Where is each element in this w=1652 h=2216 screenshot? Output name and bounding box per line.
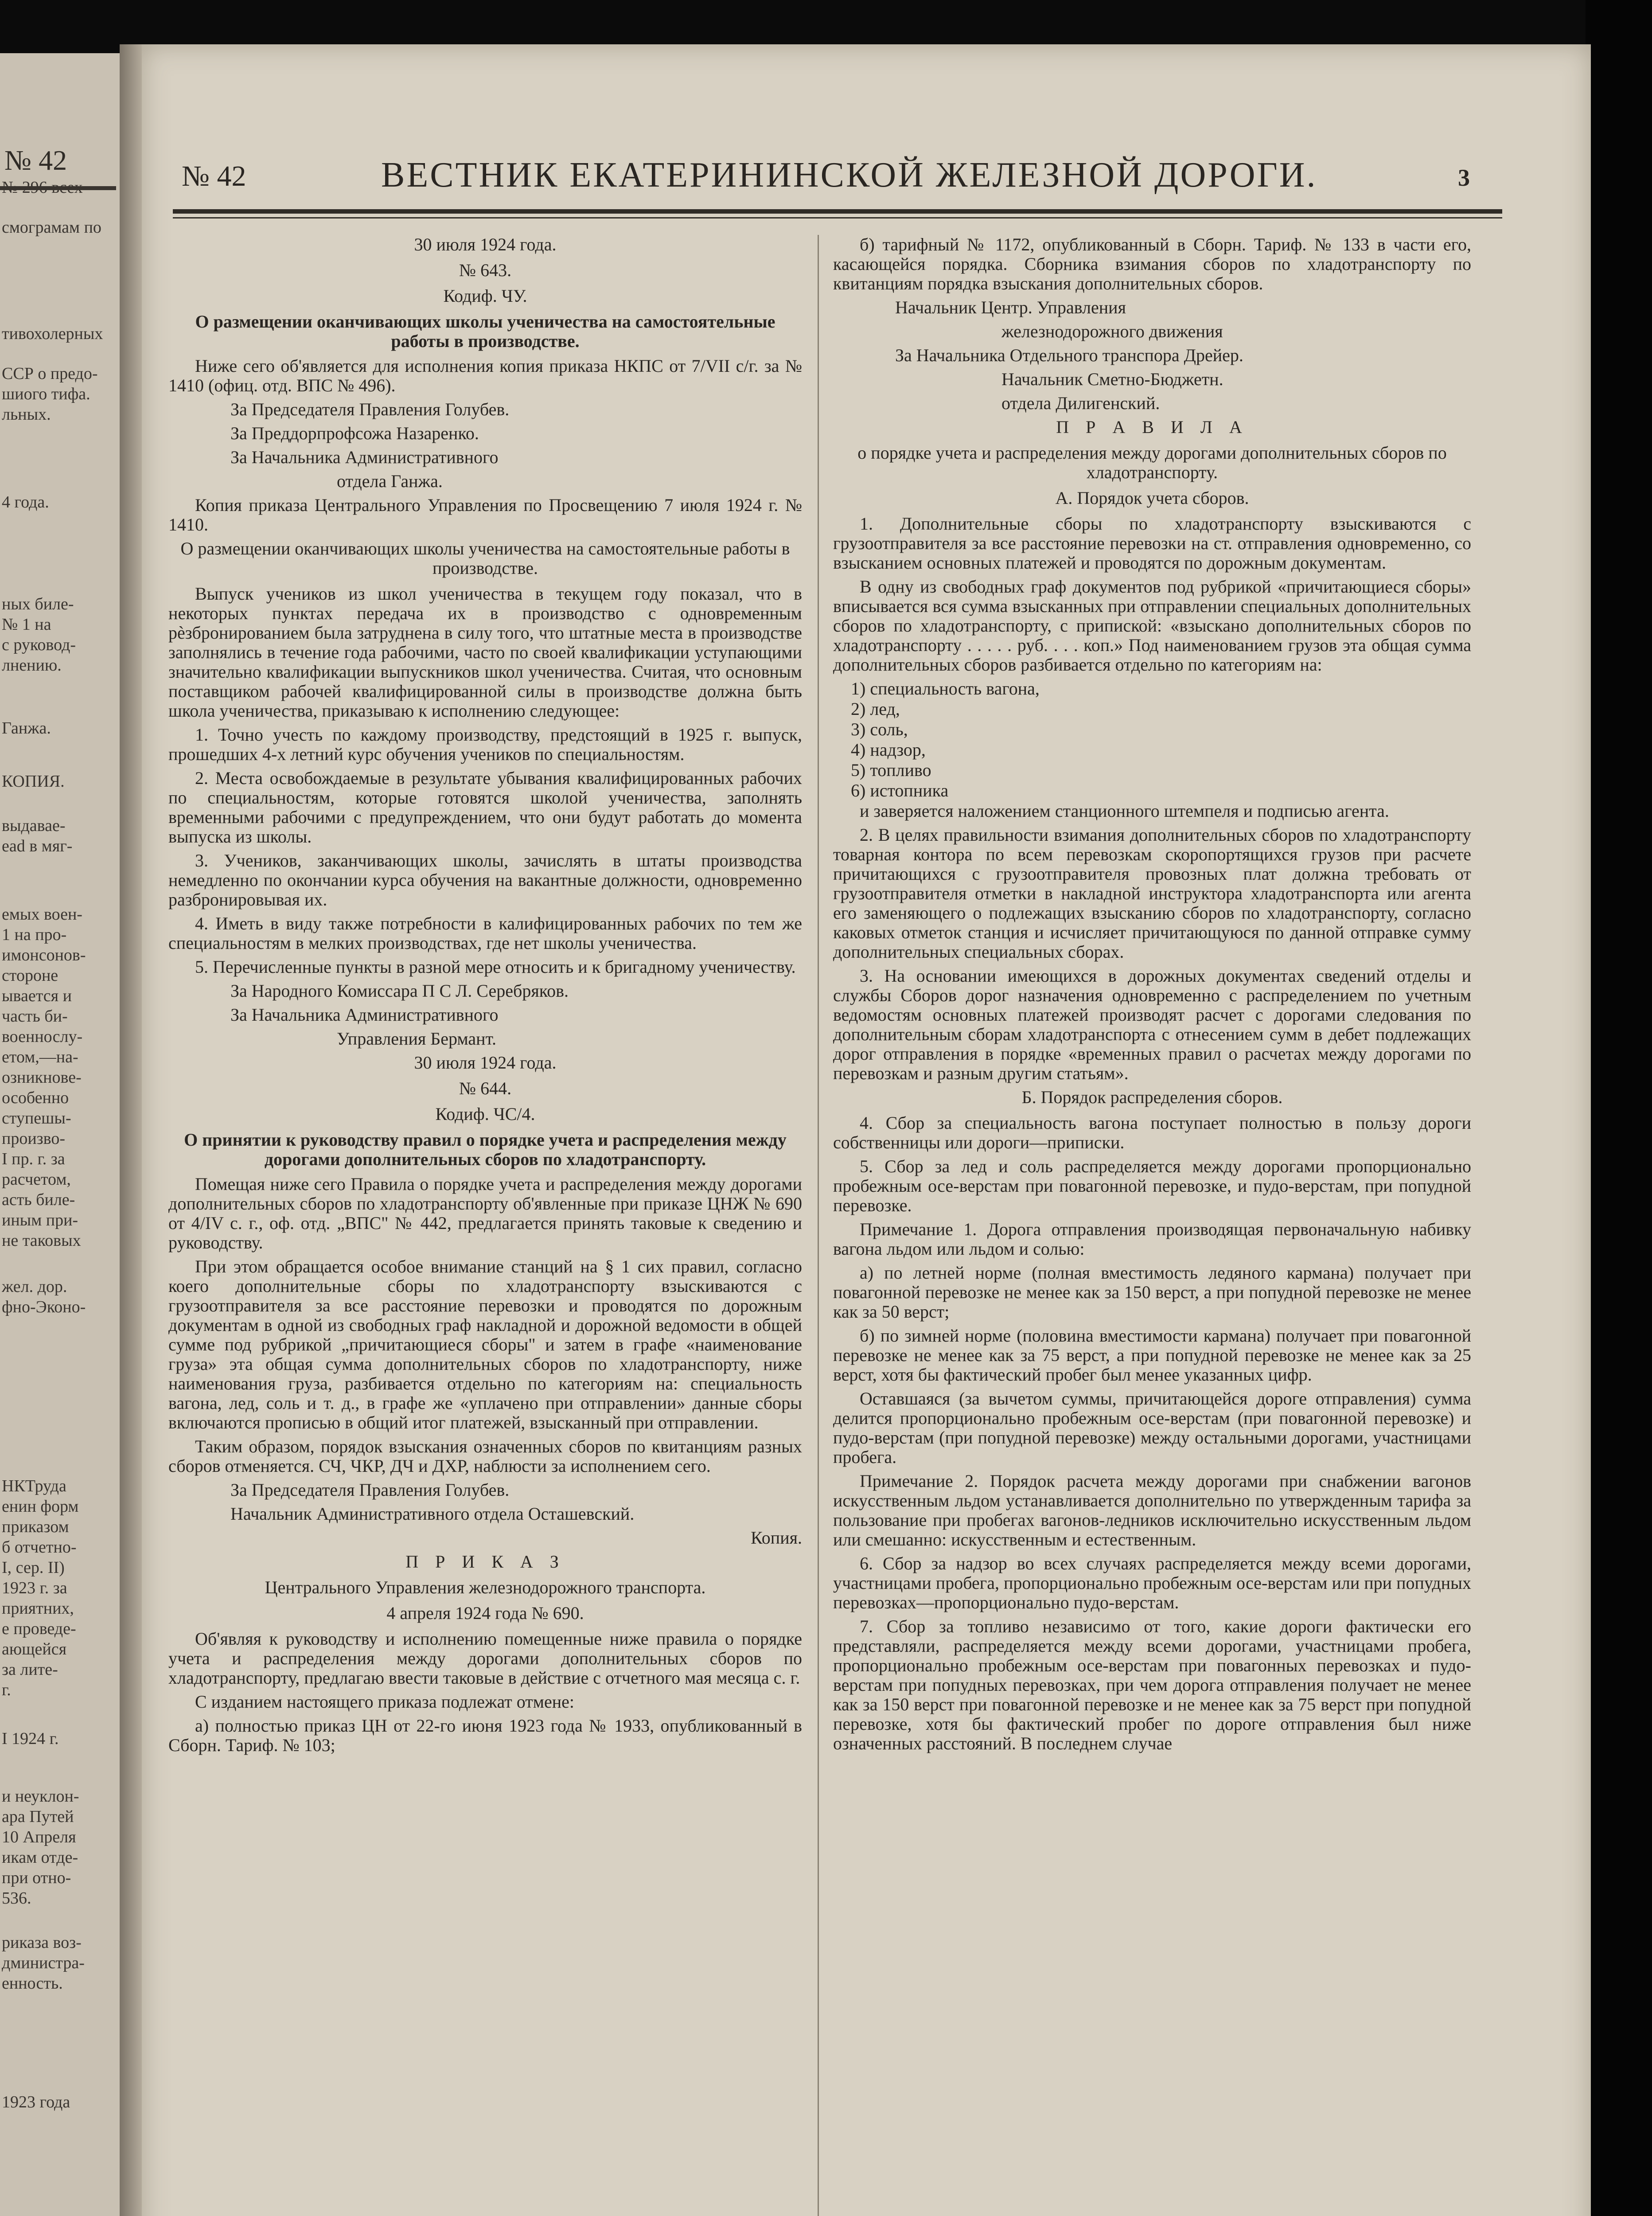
left-page-line: ССР о предо- <box>2 364 98 383</box>
signature: Начальник Административного отдела Осташевский. <box>230 1504 635 1524</box>
left-page-line: I 1924 г. <box>2 1729 59 1748</box>
list-item: 6) истопника <box>851 780 949 800</box>
paragraph: 3. Учеников, заканчивающих школы, зачислять в штаты производства немедленно по окончании курса обучения на вакантные должности, одновременно разбронировывая их. <box>168 851 802 909</box>
paragraph: 2. В целях правильности взимания дополнительных сборов по хладотранспорту товарная контора по всем перевозкам скоропортящихся грузов при расчете причитающихся с грузоотправителя провозных плат должна требовать от грузоотправителя отметки в накладной инструктора хладотранспорта или агента его заменяющего о подлежащих взысканию сборов по хладотранспорту, согласно каковых отметок станция и исчисляет причитающуюся по данной отправке сумму дополнительных специальных сборах. <box>833 825 1471 962</box>
signature: железнодорожного движения <box>1001 321 1223 341</box>
signature: За Народного Комиссара П С Л. Серебряков. <box>230 981 569 1001</box>
left-page-line: № 1 на <box>2 615 51 634</box>
left-page-line: 536. <box>2 1889 31 1908</box>
order-intro: Ниже сего об'является для исполнения копия приказа НКПС от 7/VII с/г. за № 1410 (офиц. отд. ВПС № 496). <box>168 356 802 395</box>
list-item: 4) надзор, <box>851 740 926 760</box>
order-codification: Кодиф. ЧС/4. <box>435 1104 535 1124</box>
paragraph: 4. Иметь в виду также потребности в калифицированных рабочих по тем же специальностям в мелких производствах, где нет школы ученичества. <box>168 913 802 953</box>
left-page-line: I пр. г. за <box>2 1150 65 1168</box>
left-page-line: 1 на про- <box>2 925 67 944</box>
copy-title: О размещении оканчивающих школы ученичества на самостоятельные работы в производстве. <box>180 538 790 578</box>
left-page-line: стороне <box>2 966 58 985</box>
left-page-line: имонсонов- <box>2 946 86 964</box>
order-date: 30 июля 1924 года. <box>414 235 557 254</box>
signature: Управления Бермант. <box>337 1029 497 1049</box>
left-page-line: 4 года. <box>2 493 49 511</box>
left-page-line: выдаваe- <box>2 816 66 835</box>
left-page-line: I, сер. II) <box>2 1558 65 1577</box>
paragraph: 2. Места освобождаемые в результате убывания квалифицированных рабочих по специальностям, которые готовятся школой ученичества, заполнять временными рабочими с предупреждением, что они будут работать до момента выпуска из школы. <box>168 768 802 847</box>
left-page-line: енин форм <box>2 1497 79 1516</box>
left-page-line: 10 Апреля <box>2 1828 76 1846</box>
list-item: 2) лед, <box>851 699 900 719</box>
left-page-line: произво- <box>2 1129 66 1148</box>
paragraph: 4. Сбор за специальность вагона поступает полностью в пользу дороги собственницы или дороги—приписки. <box>833 1113 1471 1152</box>
signature: Начальник Сметно-Бюджетн. <box>1001 369 1223 389</box>
left-page-line: ступешы- <box>2 1109 71 1128</box>
left-page-line: Ганжа. <box>2 719 51 737</box>
paragraph: 3. На основании имеющихся в дорожных документах сведений отделы и службы Сборов дорог назначения одновременно с распределением по учетным ведомостям основных платежей производят расчет с дорогами следования по дополнительным сборам хладотранспорта с отнесением сумм в дебет подлежащих дорог отправления в порядке «временных правил о расчетах между дорогами по перевозкам и разным другим статьям». <box>833 966 1471 1083</box>
left-page-line: икам отде- <box>2 1848 78 1867</box>
paragraph: 6. Сбор за надзор во всех случаях распределяется между всеми дорогами, участницами пробега, пропорционально пробежным осе-верстам или при попудных перевозках—пропорционально пудо-верстам. <box>833 1553 1471 1612</box>
order-date: 30 июля 1924 года. <box>414 1053 557 1073</box>
left-page-line: за лите- <box>2 1660 58 1679</box>
paragraph: и заверяется наложением станционного штемпеля и подписью агента. <box>860 801 1389 821</box>
left-page-line: приятних, <box>2 1599 74 1618</box>
order-codification: Кодиф. ЧУ. <box>443 286 527 306</box>
left-page-line: КОПИЯ. <box>2 772 65 791</box>
paragraph: б) по зимней норме (половина вместимости кармана) получает при повагонной перевозке не менее как за 75 верст, а при попудной перевозке не менее как за 25 верст, хотя бы фактический пробег был менее указанных цифр. <box>833 1326 1471 1385</box>
left-page-line: 1923 г. за <box>2 1579 67 1597</box>
left-page-line: фно-Эконо- <box>2 1298 86 1316</box>
page-number: 3 <box>1458 164 1470 191</box>
left-page-line: енность. <box>2 1974 63 1993</box>
left-page-line: шиого тифа. <box>2 385 90 403</box>
order-number: № 643. <box>459 260 512 280</box>
paragraph: 1. Точно учесть по каждому производству, предстоящий в 1925 г. выпуск, прошедших 4-х летний курс обучения учеников по специальностям. <box>168 725 802 764</box>
left-page-line: 1923 года <box>2 2093 70 2111</box>
signature: За Преддорпрофсожа Назаренко. <box>230 423 479 443</box>
left-page-line: военнослу- <box>2 1027 83 1046</box>
paragraph: а) полностью приказ ЦН от 22-го июня 1923 года № 1933, опубликованный в Сборн. Тариф. № 103; <box>168 1716 802 1755</box>
prikaz-date: 4 апреля 1924 года № 690. <box>386 1603 584 1623</box>
book-spine <box>120 44 142 2216</box>
left-page-line: дминистра- <box>2 1954 85 1972</box>
left-page-line: лнению. <box>2 656 62 675</box>
header-rule-thin <box>173 217 1502 218</box>
paragraph: Выпуск учеников из школ ученичества в текущем году показал, что в некоторых пунктах передача их в производство с одновременным рѐзброниpованием была затруднена в силу того, что штатные места в производстве заполнялись в течение года рабочими, часто по своей квалификации уступающими значительно квалификации выпускников школ ученичества. Считая, что основным поставщиком рабочей квалифицированной силы в производстве должна быть школа ученичества, приказываю к исполнению следующее: <box>168 584 802 721</box>
section-heading: Б. Порядок распределения сборов. <box>1021 1087 1283 1107</box>
paragraph: При этом обращается особое внимание станций на § 1 сих правил, согласно коего дополнительные сборы по хладотранспорту взыскиваются с грузоотправителя за все расстояние перевозки и проводятся по дорожным документам в одной из свободных граф накладной и дорожной ведомости в общей сумме под рубрикой „причитающиеся сборы" и затем в графе «наименование груза» эта общая сумма дополнительных сборов по хладотранспорту, ниже наименования груза, разбивается отдельно по категориям на: специальность вагона, лед, соль и т. д., в графе же «уплачено при отправлении» данные сборы включаются прописью в общий итог платежей, взысканный при отправлении. <box>168 1256 802 1432</box>
signature: отдела Дилигенский. <box>1001 393 1160 413</box>
paragraph: Помещая ниже сего Правила о порядке учета и распределения между дорогами дополнительных сборов по хладотранспорту об'явленные при приказе ЦНЖ № 690 от 4/IV с. г., оф. отд. „ВПС" № 442, предлагается принять таковые к сведению и руководству. <box>168 1174 802 1252</box>
section-heading: А. Порядок учета сборов. <box>1055 488 1249 508</box>
order-title: О размещении оканчивающих школы ученичества на самостоятельные работы в производстве. <box>195 312 775 351</box>
left-page-line: б отчетно- <box>2 1538 77 1557</box>
left-page-line: расчетом, <box>2 1170 71 1189</box>
copy-label: Копия. <box>751 1528 802 1548</box>
left-page-line: иным при- <box>2 1211 78 1229</box>
left-page-line: не таковых <box>2 1231 81 1250</box>
left-page-line: риказа воз- <box>2 1933 82 1952</box>
paragraph: а) по летней норме (полная вместимость ледяного кармана) получает при повагонной перевозке не менее как за 150 верст, а при попудной перевозке не менее как за 50 верст; <box>833 1263 1471 1322</box>
left-page-line: с руковод- <box>2 636 76 654</box>
left-page-line: часть би- <box>2 1007 68 1026</box>
left-page-header: № 42 <box>4 144 67 176</box>
signature: За Председателя Правления Голубев. <box>230 399 510 419</box>
left-page-line: льных. <box>2 405 51 424</box>
paragraph: б) тарифный № 1172, опубликованный в Сборн. Тариф. № 133 в части его, касающейся порядка. Сборника взимания сборов по хладотранспорту по квитанциям порядка взыскания дополнительных сборов. <box>833 235 1471 293</box>
column-left <box>168 235 802 2216</box>
column-divider <box>818 235 819 2216</box>
paragraph: В одну из свободных граф документов под рубрикой «причитающиеся сборы» вписывается вся сумма взысканных при отправлении специальных дополнительных сборов по хладотранспорту, с припиской: «взыскано дополнительных сборов по хладотранспорту . . . . . руб. . . . коп.» Под наименованием грузов эта общая сумма дополнительных сборов разбивается отдельно по категориям на: <box>833 577 1471 675</box>
left-page-line: емых воен- <box>2 905 82 924</box>
prikaz-subtitle: Центрального Управления железнодорожного транспорта. <box>265 1577 706 1597</box>
list-item: 1) специальность вагона, <box>851 679 1040 698</box>
paragraph: 1. Дополнительные сборы по хладотранспорту взыскиваются с грузоотправителя за все расстояние перевозки на ст. отправления одновременно, со взысканием основных платежей и проводятся по дорожным документам. <box>833 514 1471 573</box>
newspaper-title: ВЕСТНИК ЕКАТЕРИНИНСКОЙ ЖЕЛЕЗНОЙ ДОРОГИ. <box>381 156 1317 195</box>
left-page-line: и неуклон- <box>2 1787 79 1806</box>
pravila-heading: П Р А В И Л А <box>1056 417 1248 437</box>
copy-intro: Копия приказа Центрального Управления по Просвещению 7 июля 1924 г. № 1410. <box>168 495 802 534</box>
left-page-line: жел. дор. <box>2 1277 67 1296</box>
paragraph: Оставшаяся (за вычетом суммы, причитающейся дороге отправления) сумма делится пропорционально пробежным осе-верстам (при повагонной перевозке) и пудо-верстам (при попудной перевозке) между остальными дорогами, участницами пробега. <box>833 1389 1471 1467</box>
main-page <box>142 44 1591 2216</box>
left-page-line: ных биле- <box>2 595 74 613</box>
left-page-line: особенно <box>2 1088 69 1107</box>
prikaz-heading: П Р И К А З <box>405 1552 565 1572</box>
left-page-line: № 296 всех <box>2 178 83 197</box>
signature: отдела Ганжа. <box>337 471 443 491</box>
left-page-line: ара Путей <box>2 1807 74 1826</box>
paragraph: 5. Сбор за лед и соль распределяется между дорогами пропорционально пробежным осе-верстам при повагонной перевозке, и пудо-верстам, при попудной перевозке. <box>833 1156 1471 1215</box>
left-page-line: НКТруда <box>2 1477 66 1495</box>
paragraph: Таким образом, порядок взыскания означенных сборов по квитанциям разных сборов отменяется. СЧ, ЧКР, ДЧ и ДХР, наблюсти за исполнением сего. <box>168 1436 802 1476</box>
left-page-line: асть биле- <box>2 1190 75 1209</box>
pravila-subtitle: о порядке учета и распределения между дорогами дополнительных сборов по хладотранспорту. <box>857 443 1447 482</box>
left-page-line: г. <box>2 1681 11 1699</box>
paragraph: Об'являя к руководству и исполнению помещенные ниже правила о порядке учета и распределения между дорогами дополнительных сборов по хладотранспорту, предлагаю ввести таковые в действие с отчетного мая месяца с. г. <box>168 1629 802 1688</box>
paragraph: 5. Перечисленные пункты в разной мере относить и к бригадному ученичеству. <box>195 957 796 977</box>
note: Примечание 1. Дорога отправления производящая первоначальную набивку вагона льдом или льдом и солью: <box>833 1219 1471 1259</box>
left-page-line: озникнове- <box>2 1068 82 1087</box>
signature: За Начальника Отдельного транспора Дрейер. <box>895 345 1243 365</box>
header-rule <box>173 209 1502 214</box>
paragraph: 7. Сбор за топливо независимо от того, какие дороги фактически его представляли, распределяется между всеми дорогами, участницами пробега, пропорционально пробежным осе-верстам при повагонных перевозках и пудо-верстам при попудных перевозках, при чем дорога отправления получает не менее как за 150 верст при повагонной перевозке и не менее как за 75 верст при попудной перевозке, хотя бы фактический пробег по дороге отправления был ниже означенных расстояний. В последнем случае <box>833 1616 1471 1753</box>
signature: За Начальника Административного <box>230 447 499 467</box>
left-page-line: ывается и <box>2 987 72 1005</box>
left-page-line: е проведе- <box>2 1619 76 1638</box>
column-right <box>833 235 1471 2216</box>
signature: За Председателя Правления Голубев. <box>230 1480 510 1500</box>
paragraph: С изданием настоящего приказа подлежат отмене: <box>195 1692 575 1712</box>
left-partial-page <box>0 53 120 2216</box>
order-title: О принятии к руководству правил о порядке учета и распределения между дорогами дополнительных сборов по хладотранспорту. <box>184 1130 787 1169</box>
signature: За Начальника Административного <box>230 1005 499 1025</box>
list-item: 3) соль, <box>851 719 908 739</box>
page-header <box>182 155 1555 204</box>
left-page-line: ающейся <box>2 1640 67 1658</box>
left-page-line: приказом <box>2 1518 69 1536</box>
issue-number: № 42 <box>182 160 246 192</box>
left-page-line: при отно- <box>2 1869 71 1887</box>
scan-background-right <box>1586 0 1652 2216</box>
left-page-line: тивохолерных <box>2 324 103 343</box>
list-item: 5) топливо <box>851 760 931 780</box>
note: Примечание 2. Порядок расчета между дорогами при снабжении вагонов искусственным льдом устанавливается дополнительно по утвержденным тарифа за пользование при пробегах вагонов-ледников исключительно искусственным льдом или смешанно: искусственным и естественным. <box>833 1471 1471 1549</box>
left-page-line: етом,—на- <box>2 1048 78 1066</box>
signature: Начальник Центр. Управления <box>895 297 1126 317</box>
left-page-line: смограмам по <box>2 218 101 237</box>
left-page-line: ead в мяг- <box>2 837 73 855</box>
order-number: № 644. <box>459 1078 512 1098</box>
